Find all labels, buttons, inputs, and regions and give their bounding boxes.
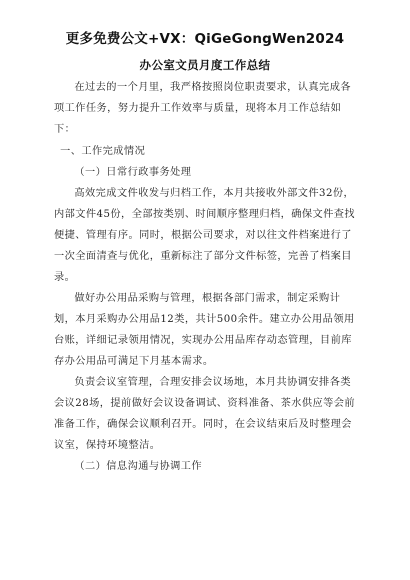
paragraph-supplies: 做好办公用品采购与管理，根据各部门需求，制定采购计划，本月采购办公用品12类，共计500余件。建立办公用品领用台账，详细记录领用情况，实现办公用品库存动态管理，目前库存办公用品可满足下月基本需求。: [54, 293, 355, 367]
document-title: 办公室文员月度工作总结: [139, 58, 271, 72]
watermark-header: 更多免费公文+VX：QiGeGongWen2024: [65, 31, 345, 47]
paragraph-documents: 高效完成文件收发与归档工作，本月共接收外部文件32份，内部文件45份，全部按类别、时间顺序整理归档，确保文件查找便捷、管理有序。同时，根据公司要求，对以往文件档案进行了一次全面清查与优化，重新标注了部分文件标签，完善了档案目录。: [54, 188, 356, 283]
document-body: [54, 77, 358, 477]
section-heading-1: 一、工作完成情况: [60, 146, 146, 157]
intro-paragraph: 在过去的一个月里，我严格按照岗位职责要求，认真完成各项工作任务，努力提升工作效率与质量，现将本月工作总结如下：: [54, 82, 351, 135]
subsection-heading-1: （一）日常行政事务处理: [74, 167, 192, 178]
subsection-heading-2: （二）信息沟通与协调工作: [74, 461, 203, 472]
paragraph-meetings: 负责会议室管理，合理安排会议场地，本月共协调安排各类会议28场，提前做好会议设备调试、资料准备、茶水供应等会前准备工作，确保会议顺利召开。同时，在会议结束后及时整理会议室，保持环境整洁。: [54, 377, 356, 451]
